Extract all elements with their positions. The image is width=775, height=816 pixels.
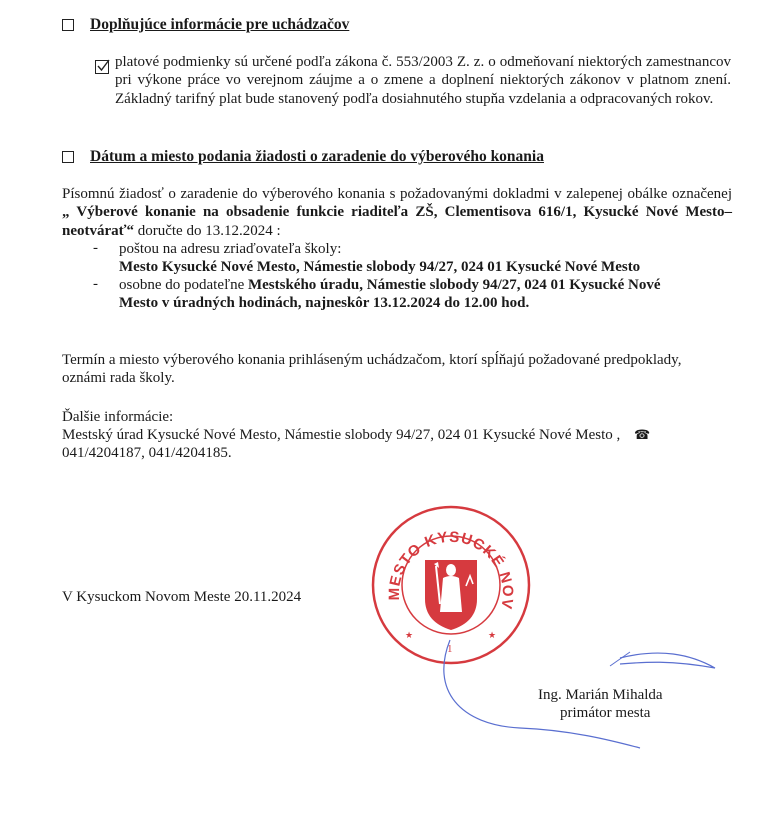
- list-dash: -: [93, 276, 98, 292]
- checkbox-empty-icon: [62, 19, 74, 31]
- option-personal-line2: Mesto v úradných hodinách, najneskôr 13.12.2024 do 12.00 hod.: [119, 295, 530, 311]
- list-dash: -: [93, 240, 98, 256]
- section-heading-application: [62, 148, 544, 166]
- phone-icon: ☎: [634, 427, 651, 442]
- deadline-text: doručte do 13.12.2024 :: [137, 222, 281, 239]
- place-date: V Kysuckom Novom Meste 20.11.2024: [62, 589, 302, 605]
- svg-text:★: ★: [488, 631, 497, 641]
- section-heading-additional-info: [62, 16, 349, 34]
- announcement-line2: oznámi rada školy.: [62, 370, 175, 386]
- option-mail-line1: poštou na adresu zriaďovateľa školy:: [119, 241, 342, 257]
- option-personal-plain: osobne do podateľne: [119, 277, 245, 293]
- option-mail-address: Mesto Kysucké Nové Mesto, Námestie slobody 94/27, 024 01 Kysucké Nové Mesto: [119, 259, 641, 275]
- option-personal-line1: [119, 276, 661, 294]
- option-personal-bold: Mestského úradu, Námestie slobody 94/27, 024 01 Kysucké Nové: [247, 277, 661, 293]
- announcement-line1: Termín a miesto výberového konania prihláseným uchádzačom, ktorí spĺňajú požadované predpoklady,: [62, 352, 682, 368]
- stamp-text: MESTO KYSUCKÉ NOV: [385, 528, 517, 611]
- more-info-label: Ďalšie informácie:: [62, 409, 174, 425]
- section-heading-text: Doplňujúce informácie pre uchádzačov: [90, 16, 350, 33]
- checkbox-empty-icon: [62, 151, 74, 163]
- section-heading-text: Dátum a miesto podania žiadosti o zaradenie do výberového konania: [90, 148, 544, 165]
- signatory-title: primátor mesta: [560, 705, 651, 721]
- office-address: Mestský úrad Kysucké Nové Mesto, Námestie slobody 94/27, 024 01 Kysucké Nové Mesto ,: [62, 427, 621, 443]
- application-intro-text: [62, 185, 732, 240]
- phone-numbers: 041/4204187, 041/4204185.: [62, 445, 232, 461]
- intro-text-plain: Písomnú žiadosť o zaradenie do výberového konania s požadovanými dokladmi v zalepenej obálke označenej: [62, 186, 732, 202]
- svg-text:★: ★: [405, 631, 414, 641]
- more-info-line1: [62, 426, 732, 444]
- envelope-label-text: „ Výberové konanie na obsadenie funkcie riaditeľa ZŠ, Clementisova 616/1, Kysucké Nové Mesto– neotvárať“: [62, 204, 732, 239]
- salary-conditions-text: platové podmienky sú určené podľa zákona č. 553/2003 Z. z. o odmeňovaní niektorých zamestnancov pri výkone práce vo verejnom záujme a o zmene a doplnení niektorých zákonov v platnom znení. Základný tarifný plat bude stanovený podľa dosiahnutého stupňa vzdelania a odpracovaných rokov.: [115, 54, 731, 107]
- checkbox-checked-icon: [95, 60, 109, 74]
- stamp-number: 1: [447, 643, 453, 655]
- signatory-name: Ing. Marián Mihalda: [538, 687, 663, 703]
